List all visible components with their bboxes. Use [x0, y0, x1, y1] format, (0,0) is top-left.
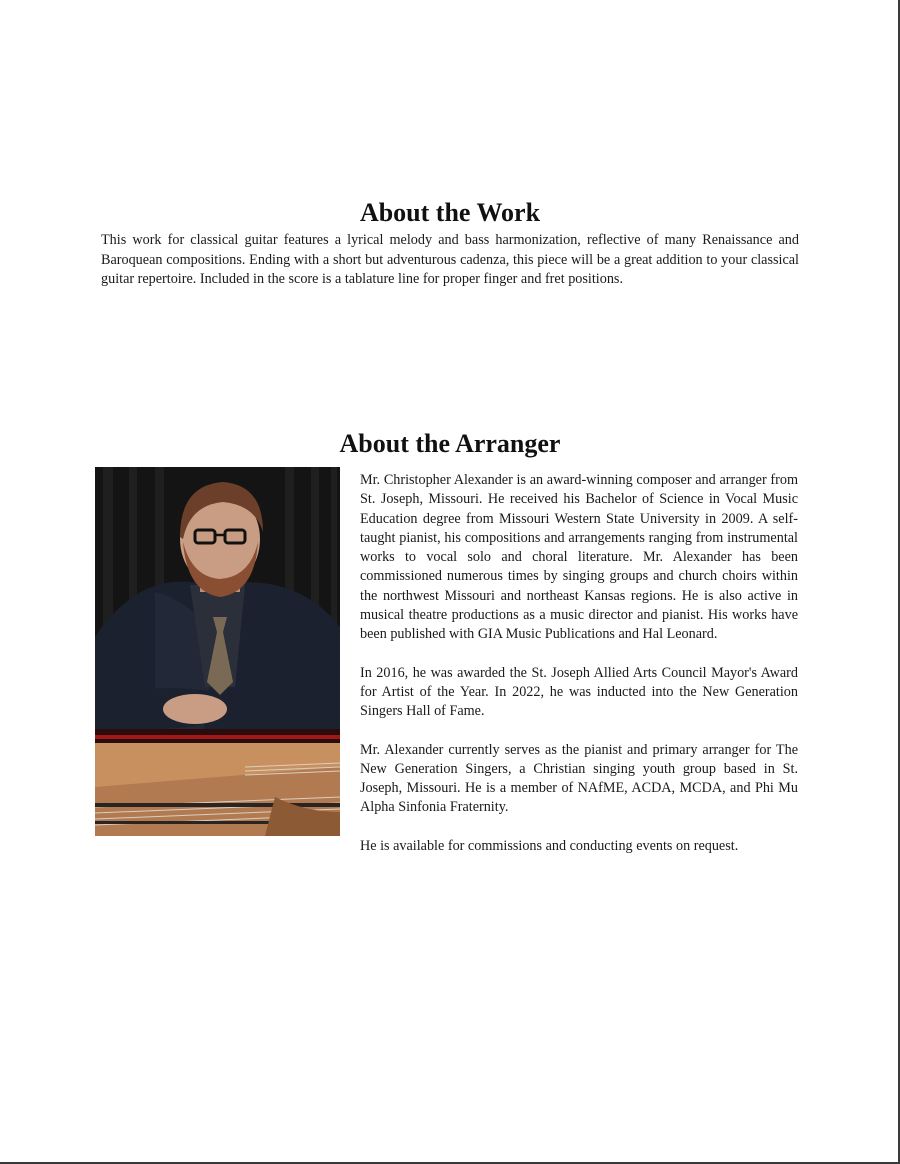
arranger-photo	[95, 467, 340, 836]
arranger-bio	[360, 471, 798, 875]
about-work-heading: About the Work	[359, 198, 541, 227]
bio-paragraph: Mr. Christopher Alexander is an award-winning composer and arranger from St. Joseph, Missouri. He received his Bachelor of Science in Vocal Music Education degree from Missouri Western State University in 2009. A self-taught pianist, his compositions and arrangements ranging from instrumental works to vocal solo and choral literature. Mr. Alexander has been commissioned numerous times by singing groups and church choirs within the northwest Missouri and northeast Kansas regions. He is also active in musical theatre productions as a music director and pianist. His works have been published with GIA Music Publications and Hal Leonard.	[360, 472, 798, 643]
bio-paragraph: In 2016, he was awarded the St. Joseph Allied Arts Council Mayor's Award for Artist of the Year. In 2022, he was inducted into the New Generation Singers Hall of Fame.	[360, 664, 798, 720]
bio-paragraph: He is available for commissions and conducting events on request.	[360, 837, 739, 854]
bio-paragraph: Mr. Alexander currently serves as the pianist and primary arranger for The New Generation Singers, a Christian singing youth group based in St. Joseph, Missouri. He is a member of NAfME, ACDA, MCDA, and Phi Mu Alpha Sinfonia Fraternity.	[360, 741, 798, 816]
about-arranger-heading: About the Arranger	[339, 429, 561, 458]
about-work-body: This work for classical guitar features a lyrical melody and bass harmonization, reflective of many Renaissance and Baroquean compositions. Ending with a short but adventurous cadenza, this piece will be a great addition to your classical guitar repertoire. Included in the score is a tablature line for proper finger and fret positions.	[101, 232, 799, 287]
arranger-portrait-icon	[95, 467, 340, 836]
